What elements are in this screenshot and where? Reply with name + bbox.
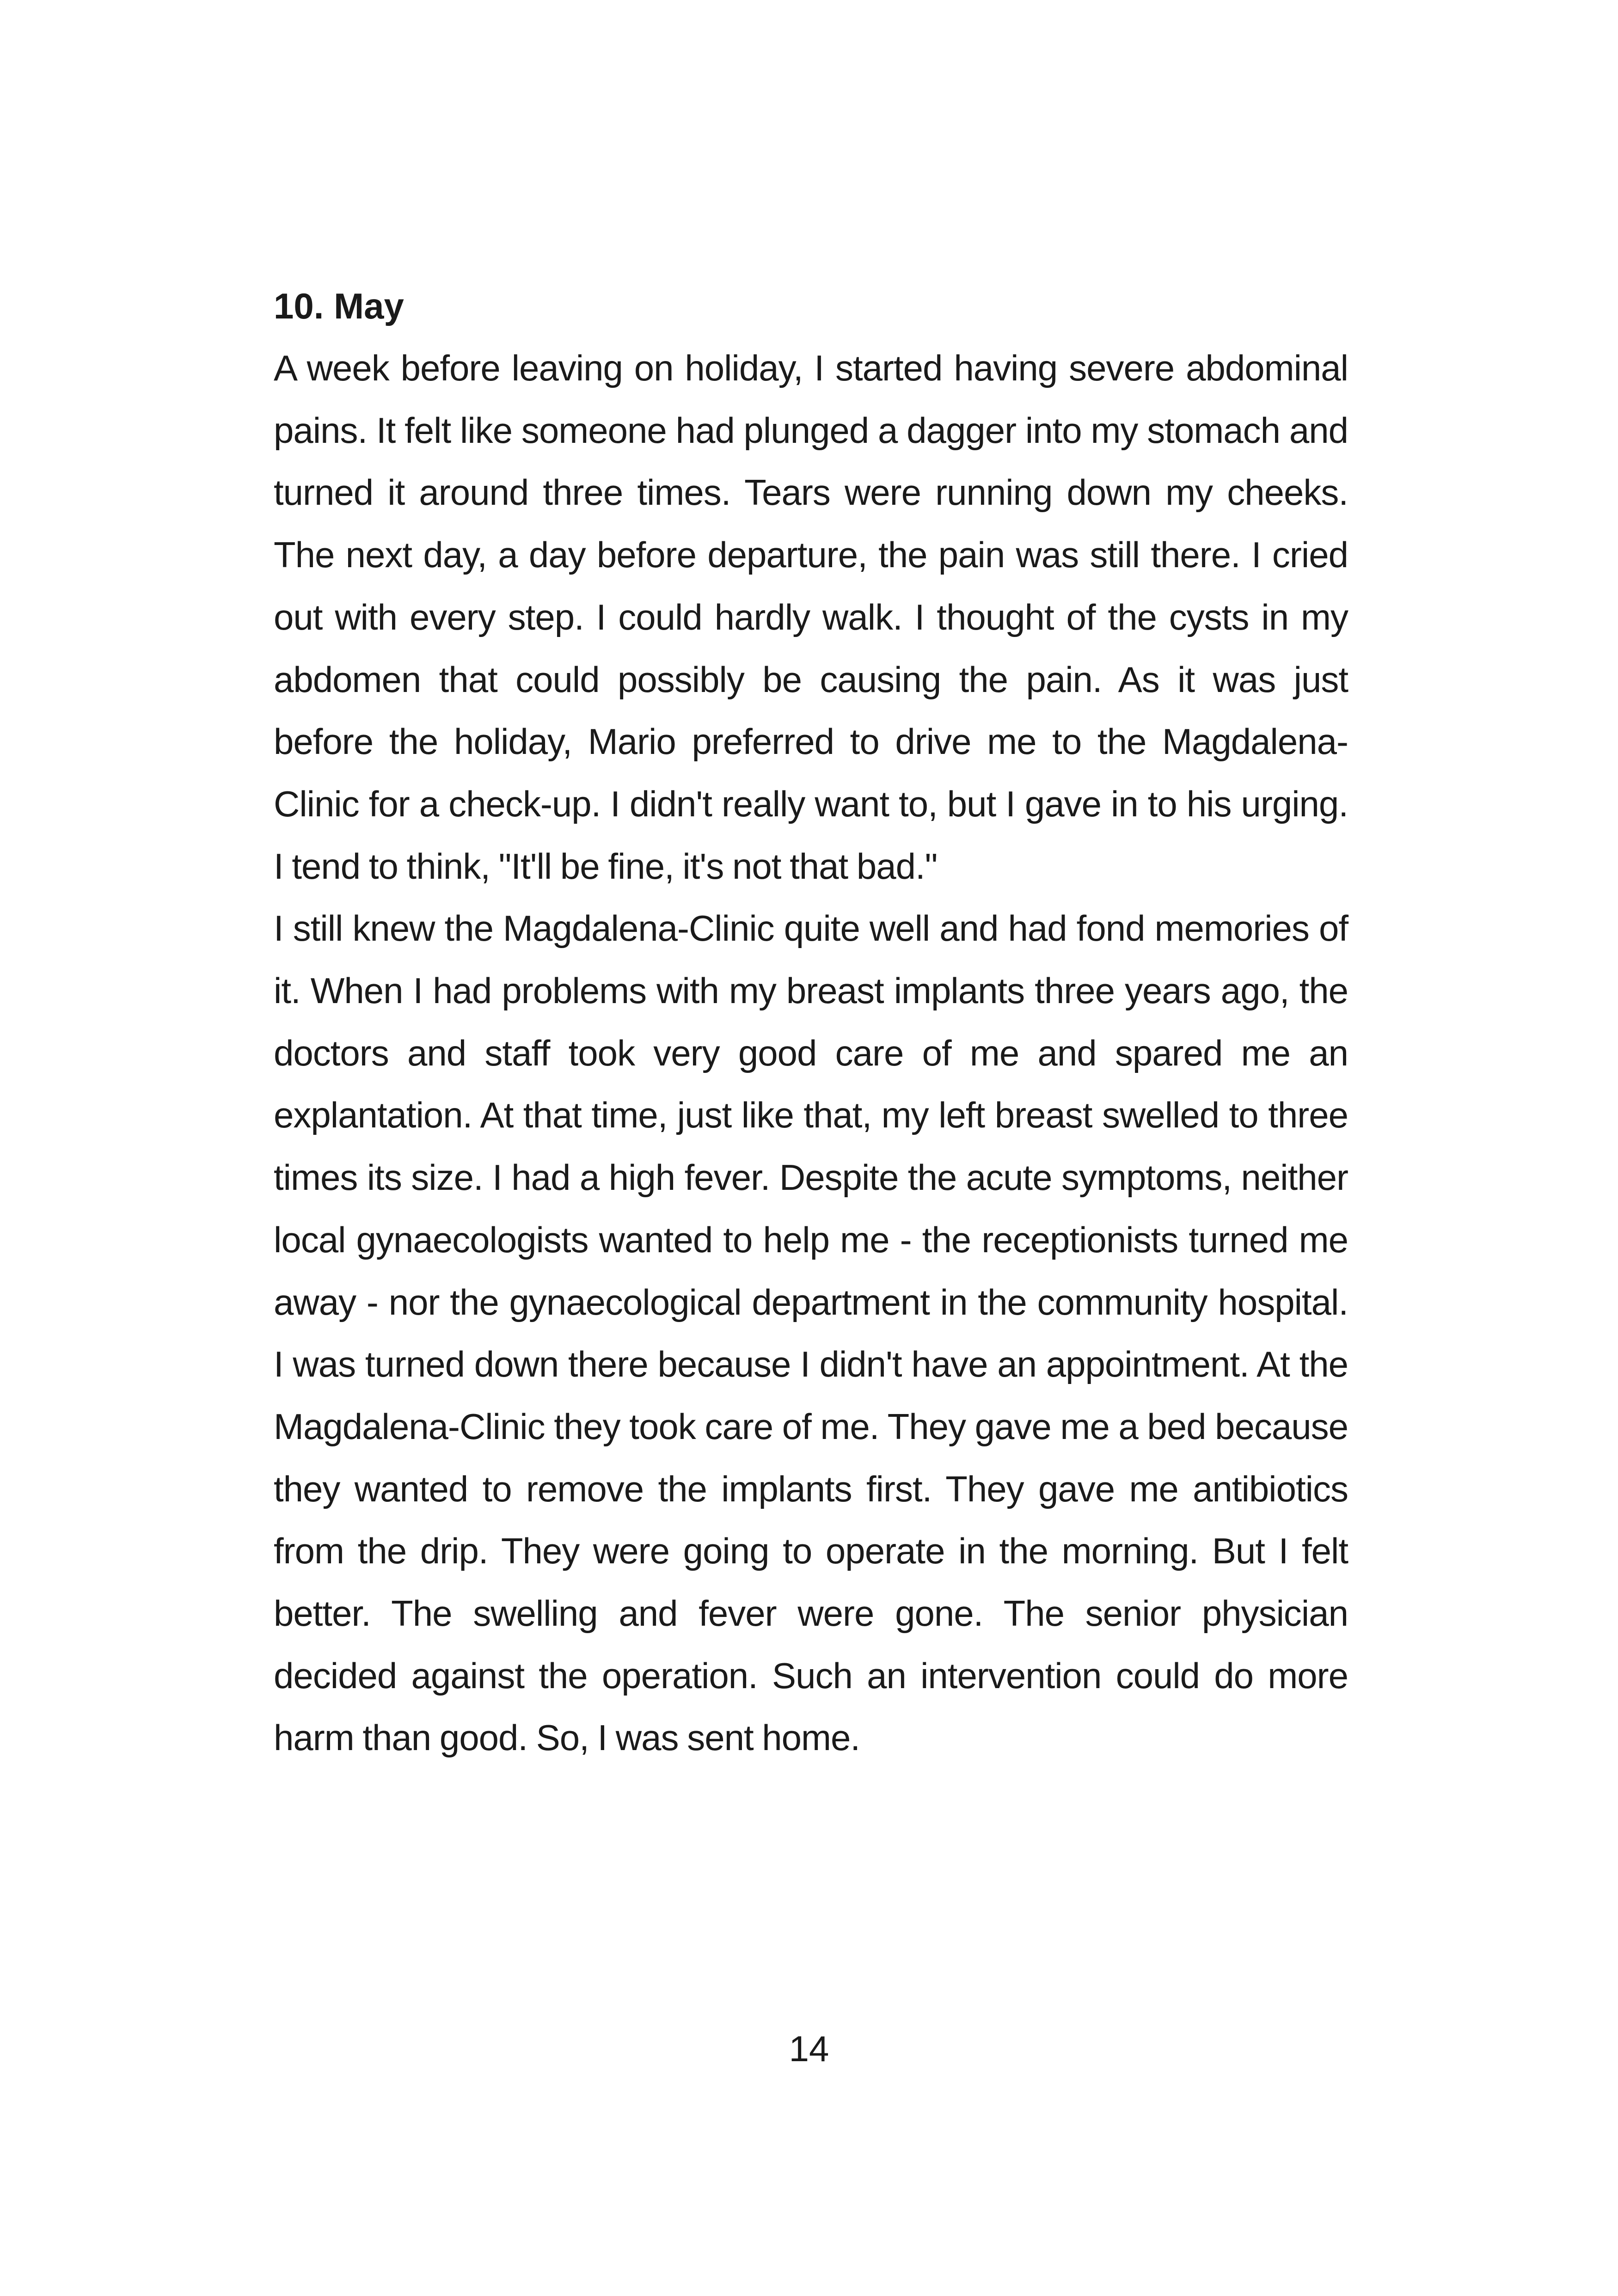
page-number: 14 [789,2028,829,2069]
entry-date-heading: 10. May [274,286,404,326]
paragraph-holiday-pain: A week before leaving on holiday, I started having severe abdominal pains. It felt like someone had plunged a dagger into my stomach and turned it around three times. Tears were running down my cheeks. The next day, a day before departure, the pain was still there. I cried out with every step. I could hardly walk. I thought of the cysts in my abdomen that could possibly be causing the pain. As it was just before the holiday, Mario preferred to drive me to the Magdalena-Clinic for a check-up. I didn't really want to, but I gave in to his urging. I tend to think, "It'll be fine, it's not that bad." [274,348,1348,887]
page-body [274,275,1348,1769]
paragraph-clinic-memories: I still knew the Magdalena-Clinic quite well and had fond memories of it. When I had problems with my breast implants three years ago, the doctors and staff took very good care of me and spared me an explantation. At that time, just like that, my left breast swelled to three times its size. I had a high fever. Despite the acute symptoms, neither local gynaecologists wanted to help me - the receptionists turned me away - nor the gynaecological department in the community hospital. I was turned down there because I didn't have an appointment. At the Magdalena-Clinic they took care of me. They gave me a bed because they wanted to remove the implants first. They gave me antibiotics from the drip. They were going to operate in the morning. But I felt better. The swelling and fever were gone. The senior physician decided against the operation. Such an intervention could do more harm than good. So, I was sent home. [274,908,1348,1758]
